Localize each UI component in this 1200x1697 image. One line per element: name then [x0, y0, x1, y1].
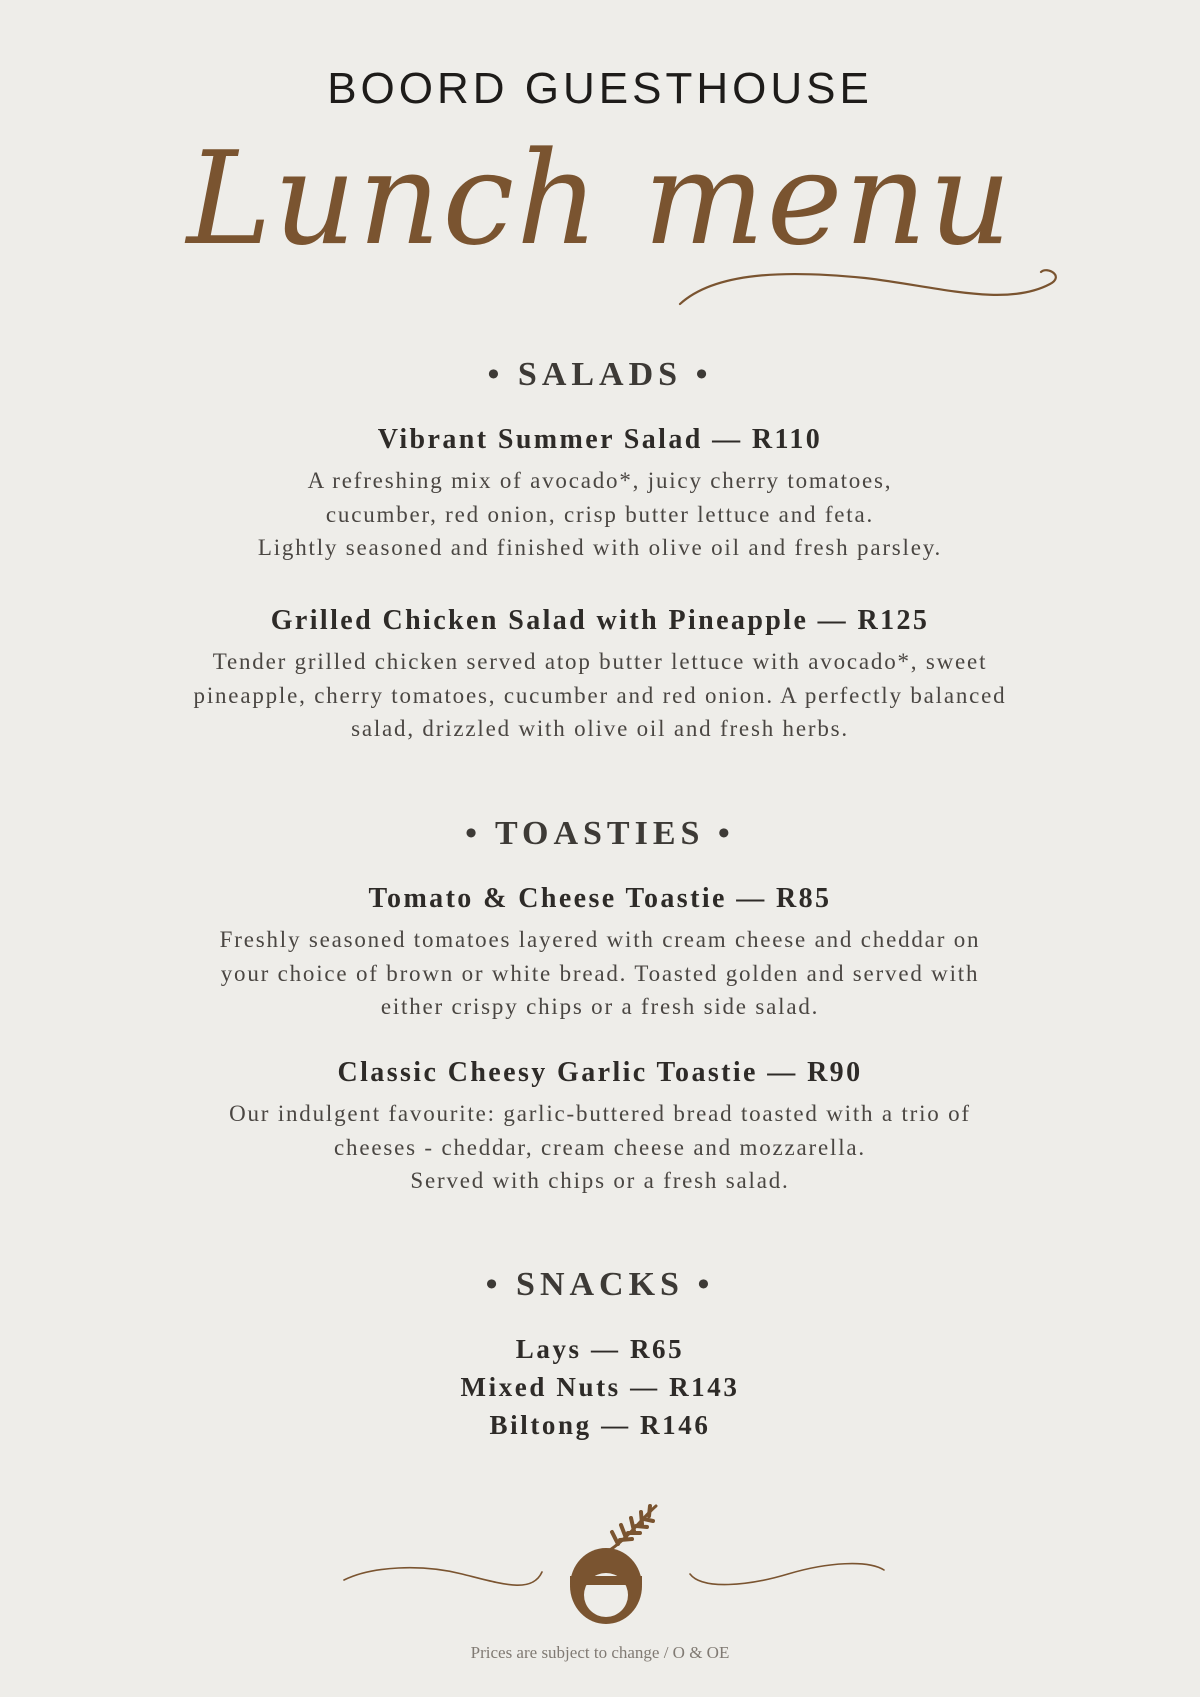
item-desc-tomato-cheese-toastie: [150, 923, 1050, 1024]
swash-top-icon: [675, 262, 1075, 312]
footer-note: Prices are subject to change / O & OE: [470, 1643, 730, 1662]
desc-line: Lightly seasoned and finished with olive oil and fresh parsley.: [257, 535, 943, 560]
item-title-cheesy-garlic-toastie: Classic Cheesy Garlic Toastie — R90: [337, 1057, 863, 1088]
desc-line: pineapple, cherry tomatoes, cucumber and red onion. A perfectly balanced: [193, 682, 1007, 708]
desc-line: cucumber, red onion, crisp butter lettuce and feta.: [325, 501, 875, 527]
swash-left-icon: [342, 1560, 547, 1596]
desc-line: A refreshing mix of avocado*, juicy cherry tomatoes,: [307, 468, 893, 493]
desc-line: cheeses - cheddar, cream cheese and mozzarella.: [334, 1134, 866, 1160]
menu-title: Lunch menu: [186, 125, 1014, 274]
snack-item-biltong: Biltong — R146: [489, 1410, 711, 1440]
desc-line: salad, drizzled with olive oil and fresh herbs.: [351, 716, 849, 741]
desc-line: Our indulgent favourite: garlic-buttered bread toasted with a trio of: [229, 1101, 971, 1126]
item-desc-vibrant-summer-salad: [150, 464, 1050, 565]
desc-line: Freshly seasoned tomatoes layered with cream cheese and cheddar on: [219, 927, 981, 952]
section-title-toasties: • TOASTIES •: [465, 815, 735, 852]
item-title-vibrant-summer-salad: Vibrant Summer Salad — R110: [377, 424, 823, 455]
item-desc-cheesy-garlic-toastie: [150, 1097, 1050, 1198]
item-desc-grilled-chicken-salad: [150, 645, 1050, 746]
section-title-snacks: • SNACKS •: [485, 1266, 715, 1303]
desc-line: Served with chips or a fresh salad.: [410, 1168, 790, 1193]
brand-name: BOORD GUESTHOUSE: [327, 64, 873, 113]
desc-line: your choice of brown or white bread. Toasted golden and served with: [220, 960, 980, 986]
acorn-leaf-logo-icon: [556, 1500, 664, 1630]
section-title-salads: • SALADS •: [487, 356, 713, 393]
snack-item-lays: Lays — R65: [515, 1334, 685, 1364]
desc-line: Tender grilled chicken served atop butter lettuce with avocado*, sweet: [212, 649, 988, 674]
item-title-tomato-cheese-toastie: Tomato & Cheese Toastie — R85: [368, 883, 832, 914]
snack-item-mixed-nuts: Mixed Nuts — R143: [460, 1372, 740, 1402]
desc-line: either crispy chips or a fresh side salad.: [380, 994, 820, 1019]
swash-right-icon: [688, 1556, 888, 1592]
item-title-grilled-chicken-salad: Grilled Chicken Salad with Pineapple — R125: [270, 605, 930, 636]
